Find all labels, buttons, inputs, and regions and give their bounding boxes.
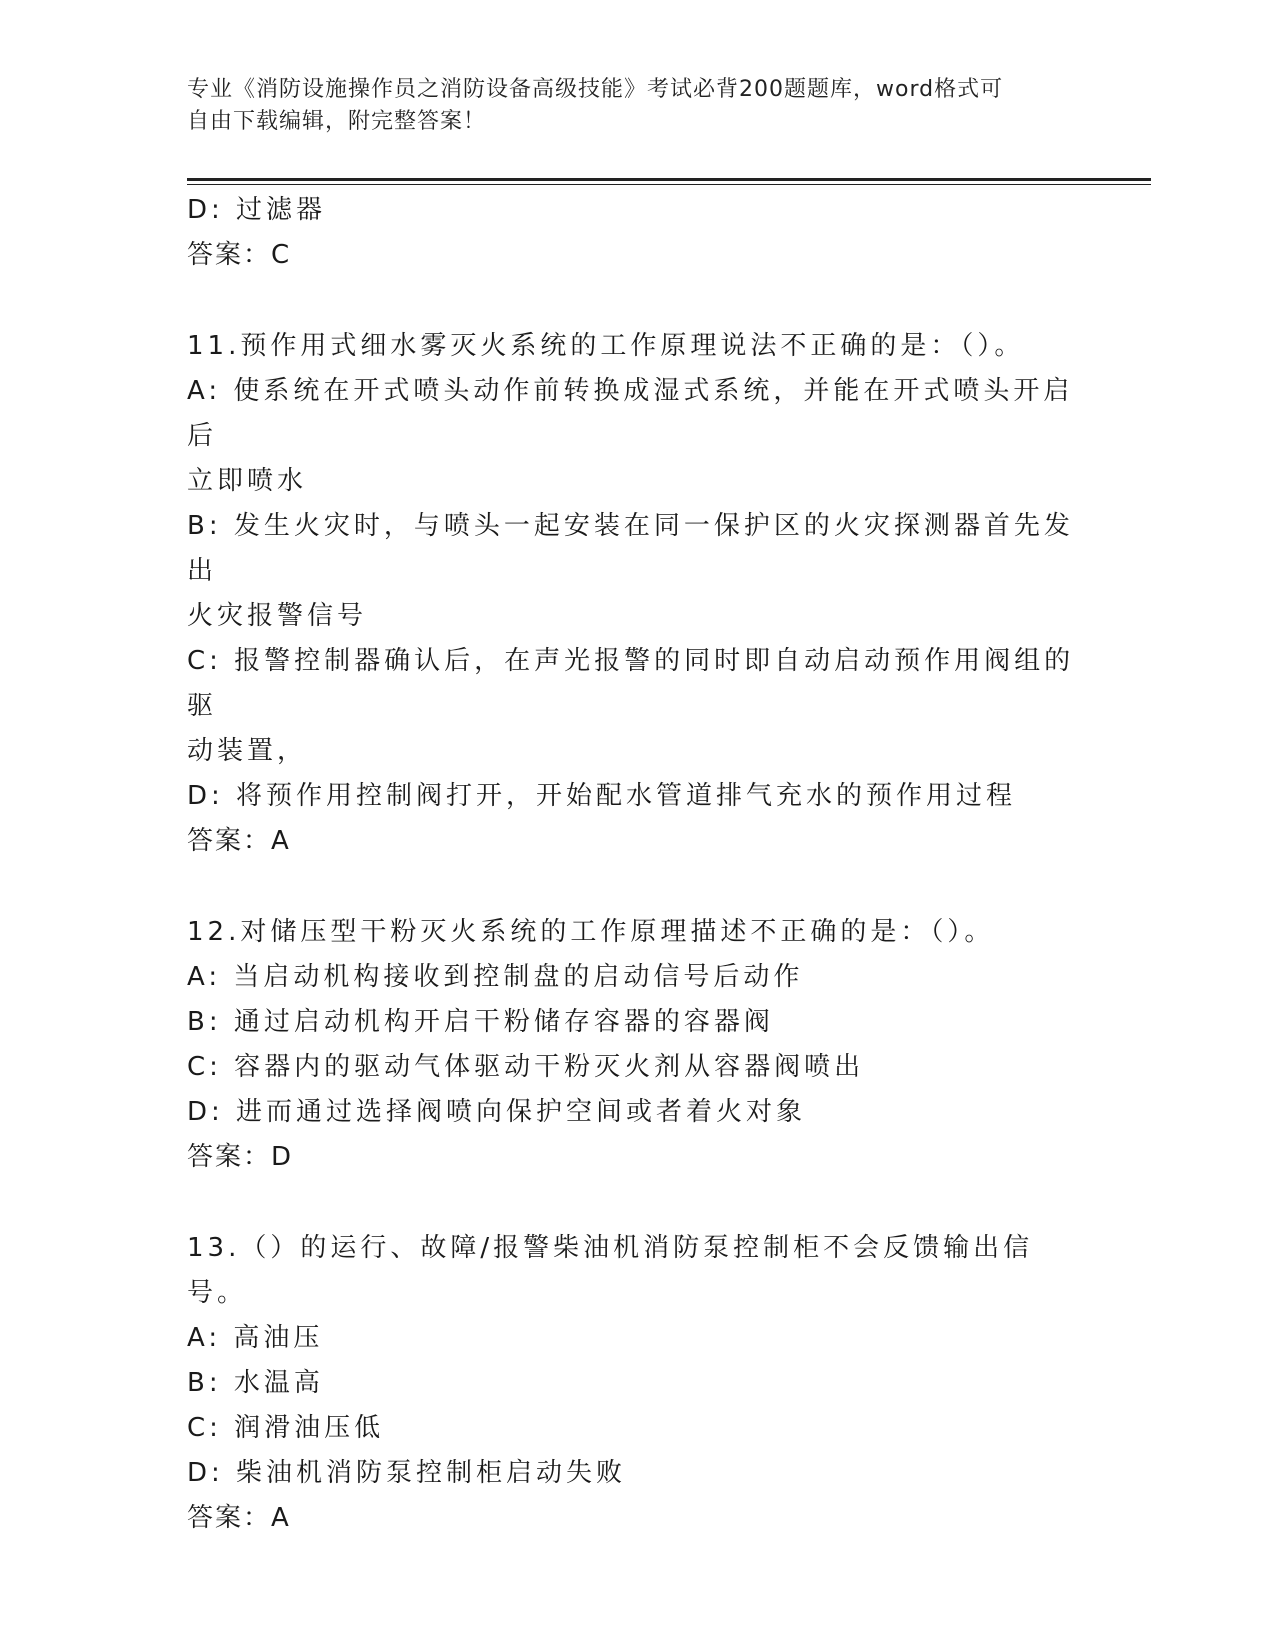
question-text: 13.（）的运行、故障/报警柴油机消防泵控制柜不会反馈输出信号。 (187, 1233, 1034, 1308)
option-a: A: 高油压 (187, 1323, 324, 1353)
option-c: C: 润滑油压低 (187, 1413, 385, 1443)
question-block-12 (187, 910, 1087, 1180)
option-a: A: 当启动机构接收到控制盘的启动信号后动作 (187, 962, 804, 992)
question-text: 12.对储压型干粉灭火系统的工作原理描述不正确的是：（）。 (187, 917, 995, 947)
question-list (187, 188, 1087, 1541)
option-d: D: 过滤器 (187, 195, 327, 225)
option-d: D: 柴油机消防泵控制柜启动失败 (187, 1458, 627, 1488)
option-c: C: 报警控制器确认后，在声光报警的同时即自动启动预作用阀组的驱 (187, 646, 1075, 721)
option-b: B: 通过启动机构开启干粉储存容器的容器阀 (187, 1007, 774, 1037)
question-text: 11.预作用式细水雾灭火系统的工作原理说法不正确的是：（）。 (187, 331, 1025, 361)
option-a: A: 使系统在开式喷头动作前转换成湿式系统，并能在开式喷头开启后 (187, 376, 1074, 451)
question-block-10 (187, 188, 1087, 278)
header-divider-thick (187, 178, 1151, 181)
option-d: D: 将预作用控制阀打开，开始配水管道排气充水的预作用过程 (187, 781, 1017, 811)
option-b: B: 发生火灾时，与喷头一起安装在同一保护区的火灾探测器首先发出 (187, 511, 1074, 586)
option-d: D: 进而通过选择阀喷向保护空间或者着火对象 (187, 1097, 807, 1127)
spacer (187, 278, 1087, 324)
question-block-11 (187, 324, 1087, 864)
option-c-continued: 动装置， (187, 736, 308, 766)
answer: 答案：A (187, 1503, 291, 1533)
spacer (187, 864, 1087, 910)
header-line-1: 专业《消防设施操作员之消防设备高级技能》考试必背200题题库，word格式可 (187, 77, 1004, 102)
option-b-continued: 火灾报警信号 (187, 601, 368, 631)
header-divider-thin (187, 184, 1151, 185)
option-b: B: 水温高 (187, 1368, 324, 1398)
document-header (187, 74, 1067, 138)
answer: 答案：C (187, 240, 292, 270)
option-a-continued: 立即喷水 (187, 466, 308, 496)
question-block-13 (187, 1226, 1087, 1541)
option-c: C: 容器内的驱动气体驱动干粉灭火剂从容器阀喷出 (187, 1052, 865, 1082)
answer: 答案：A (187, 826, 291, 856)
answer: 答案：D (187, 1142, 294, 1172)
header-line-2: 自由下载编辑，附完整答案！ (187, 109, 487, 134)
spacer (187, 1180, 1087, 1226)
